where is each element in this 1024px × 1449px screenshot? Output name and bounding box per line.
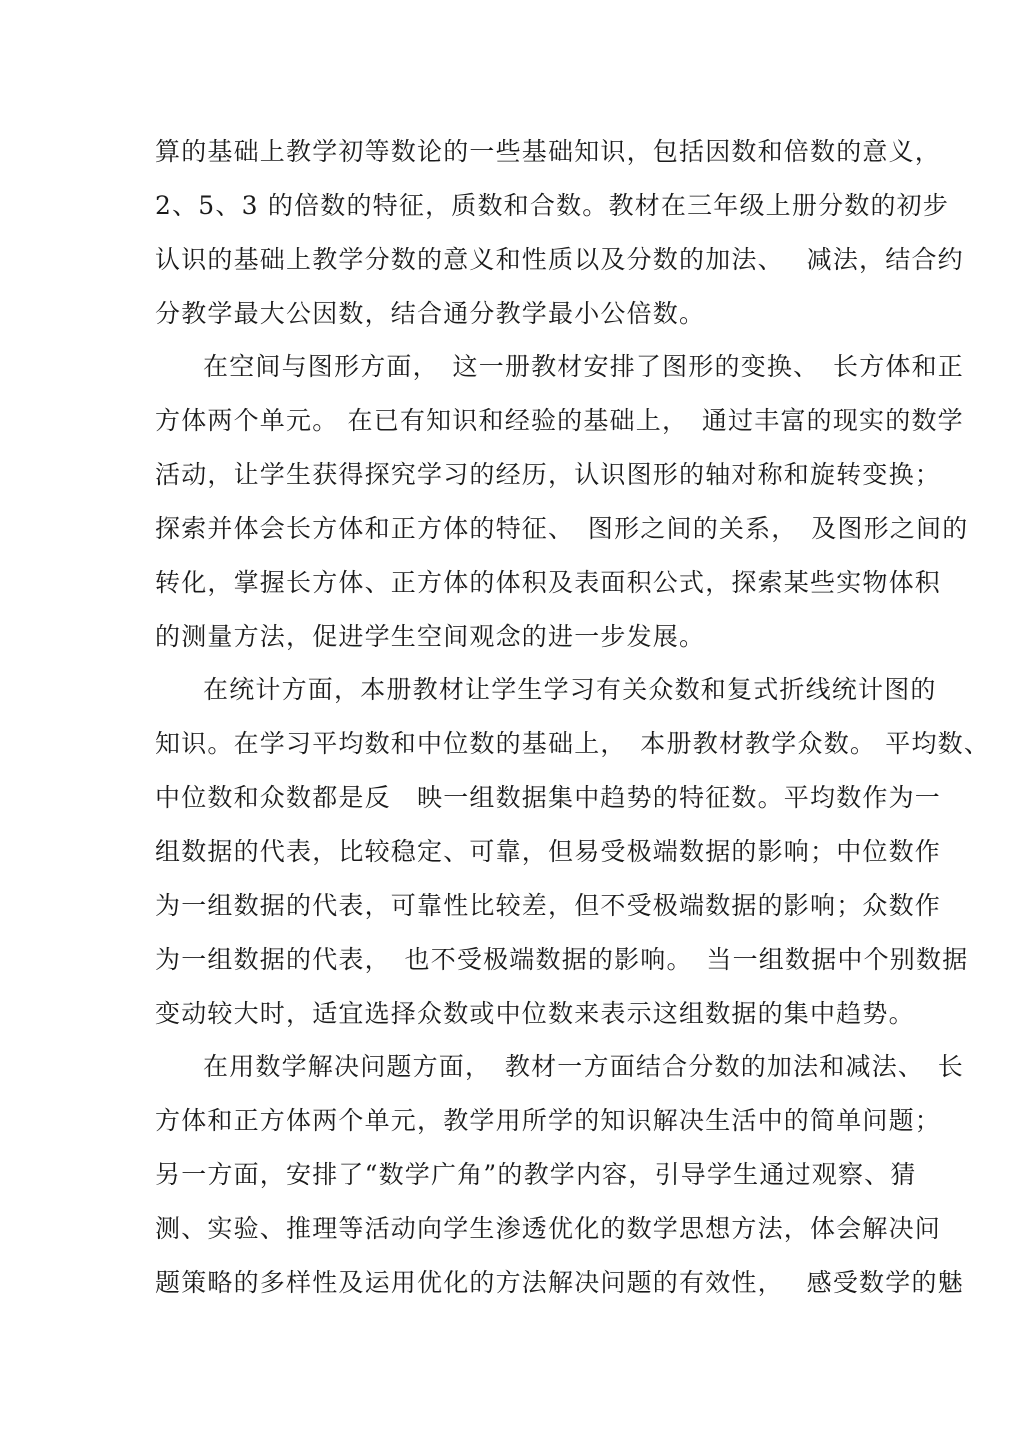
- text-line: 中位数和众数都是反 映一组数据集中趋势的特征数。平均数作为一: [155, 783, 942, 812]
- text-line: 分教学最大公因数，结合通分教学最小公倍数。: [155, 299, 706, 328]
- text-line: 方体和正方体两个单元，教学用所学的知识解决生活中的简单问题；: [155, 1106, 942, 1135]
- text-line: 为一组数据的代表， 也不受极端数据的影响。 当一组数据中个别数据: [155, 945, 969, 974]
- text-line: 组数据的代表，比较稳定、可靠，但易受极端数据的影响；中位数作: [155, 837, 942, 866]
- text-line: 算的基础上教学初等数论的一些基础知识，包括因数和倍数的意义，: [155, 137, 942, 166]
- text-line: 为一组数据的代表，可靠性比较差，但不受极端数据的影响；众数作: [155, 891, 942, 920]
- paragraph-first-line: 在统计方面，本册教材让学生学习有关众数和复式折线统计图的: [203, 675, 937, 704]
- text-line: 活动，让学生获得探究学习的经历，认识图形的轴对称和旋转变换；: [155, 460, 942, 489]
- text-line: 探索并体会长方体和正方体的特征、 图形之间的关系， 及图形之间的: [155, 514, 969, 543]
- paragraph-first-line: 在用数学解决问题方面， 教材一方面结合分数的加法和减法、 长: [203, 1052, 965, 1081]
- paragraph-first-line: 在空间与图形方面， 这一册教材安排了图形的变换、 长方体和正: [203, 352, 965, 381]
- text-line: 方体两个单元。 在已有知识和经验的基础上， 通过丰富的现实的数学: [155, 406, 964, 435]
- text-line: 转化，掌握长方体、正方体的体积及表面积公式，探索某些实物体积: [155, 568, 942, 597]
- text-line: 的测量方法，促进学生空间观念的进一步发展。: [155, 622, 706, 651]
- text-line: 测、实验、推理等活动向学生渗透优化的数学思想方法，体会解决问: [155, 1214, 942, 1243]
- text-line: 认识的基础上教学分数的意义和性质以及分数的加法、 减法，结合约: [155, 245, 964, 274]
- text-line: 题策略的多样性及运用优化的方法解决问题的有效性， 感受数学的魅: [155, 1268, 964, 1297]
- text-line: 变动较大时，适宜选择众数或中位数来表示这组数据的集中趋势。: [155, 999, 915, 1028]
- text-line: 另一方面，安排了“数学广角”的教学内容，引导学生通过观察、猜: [155, 1160, 917, 1189]
- text-line: 知识。在学习平均数和中位数的基础上， 本册教材教学众数。 平均数、: [155, 729, 991, 758]
- text-line: 2、5、3 的倍数的特征，质数和合数。教材在三年级上册分数的初步: [155, 191, 950, 220]
